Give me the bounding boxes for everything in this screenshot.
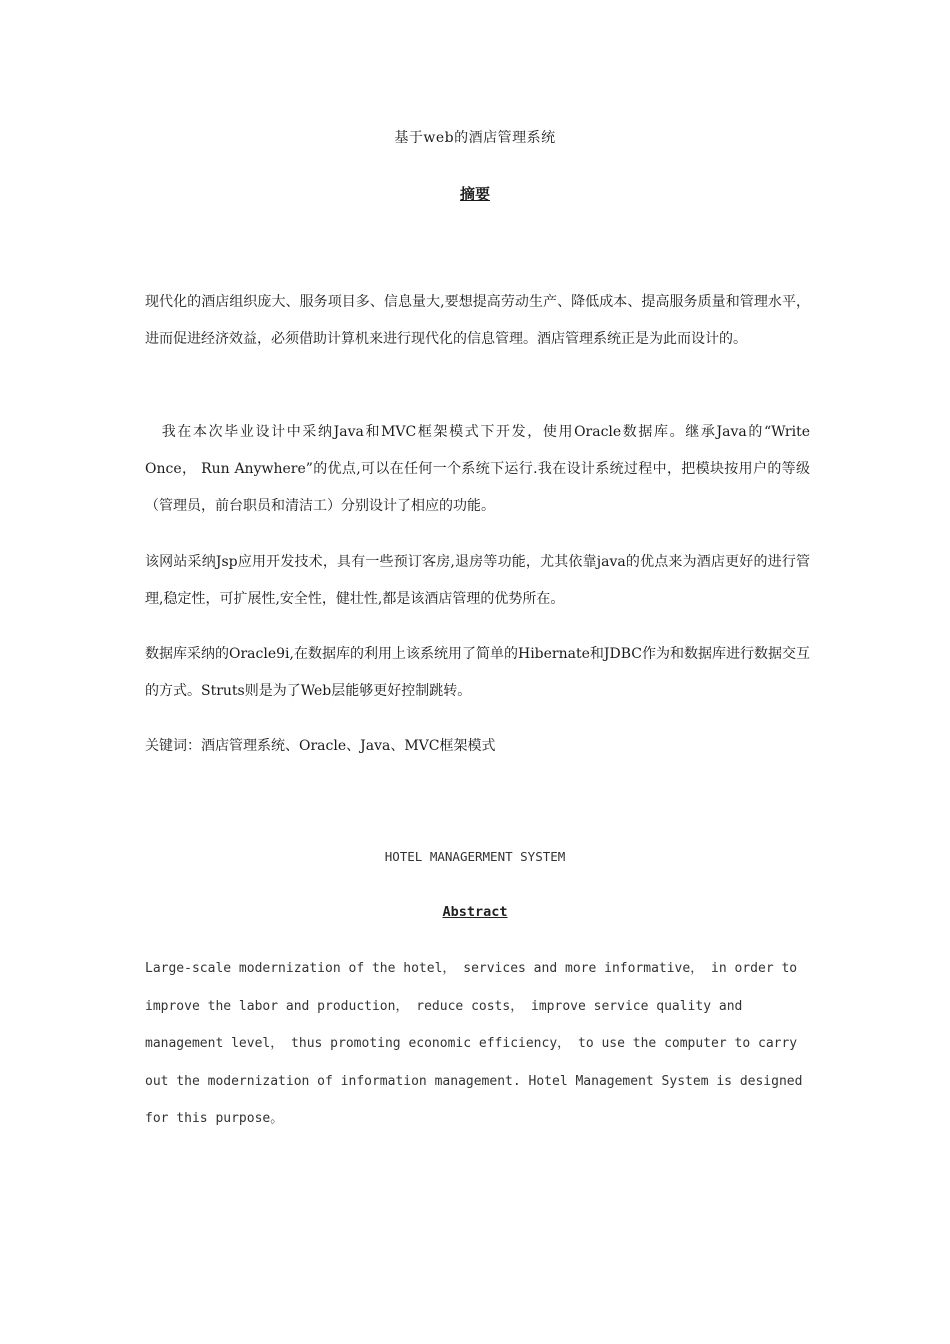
- abstract-heading-cn: 摘要: [459, 185, 490, 203]
- abstract-paragraph-1: 现代化的酒店组织庞大、服务项目多、信息量大,要想提高劳动生产、降低成本、提高服务质量和管理水平，进而促进经济效益，必须借助计算机来进行现代化的信息管理。酒店管理系统正是为此而设计的。: [145, 294, 810, 347]
- abstract-paragraph-en: Large-scale modernization of the hotel， services and more informative， in order to improve the labor and production， reduce costs， improve service quality and management level， thus promoting economic efficiency， to use the computer to carry out the modernization of information management. Hotel Management System is designed for this purpose。: [145, 961, 803, 1126]
- abstract-paragraph-4: 数据库采纳的Oracle9i,在数据库的利用上该系统用了简单的Hibernate和JDBC作为和数据库进行数据交互的方式。Struts则是为了Web层能够更好控制跳转。: [145, 646, 810, 699]
- document-title-en: HOTEL MANAGERMENT SYSTEM: [384, 849, 566, 864]
- keywords-line: 关键词：酒店管理系统、Oracle、Java、MVC框架模式: [145, 738, 496, 754]
- abstract-heading-en: Abstract: [442, 904, 508, 920]
- abstract-paragraph-2: 我在本次毕业设计中采纳Java和MVC框架模式下开发，使用Oracle数据库。继承Java的“Write Once， Run Anywhere”的优点,可以在任何一个系统下运行.我在设计系统过程中，把模块按用户的等级（管理员，前台职员和清洁工）分别设计了相应的功能。: [145, 424, 810, 514]
- abstract-paragraph-3: 该网站采纳Jsp应用开发技术，具有一些预订客房,退房等功能，尤其依靠java的优点来为酒店更好的进行管理,稳定性，可扩展性,安全性，健壮性,都是该酒店管理的优势所在。: [145, 554, 810, 607]
- document-title-cn: 基于web的酒店管理系统: [394, 130, 556, 146]
